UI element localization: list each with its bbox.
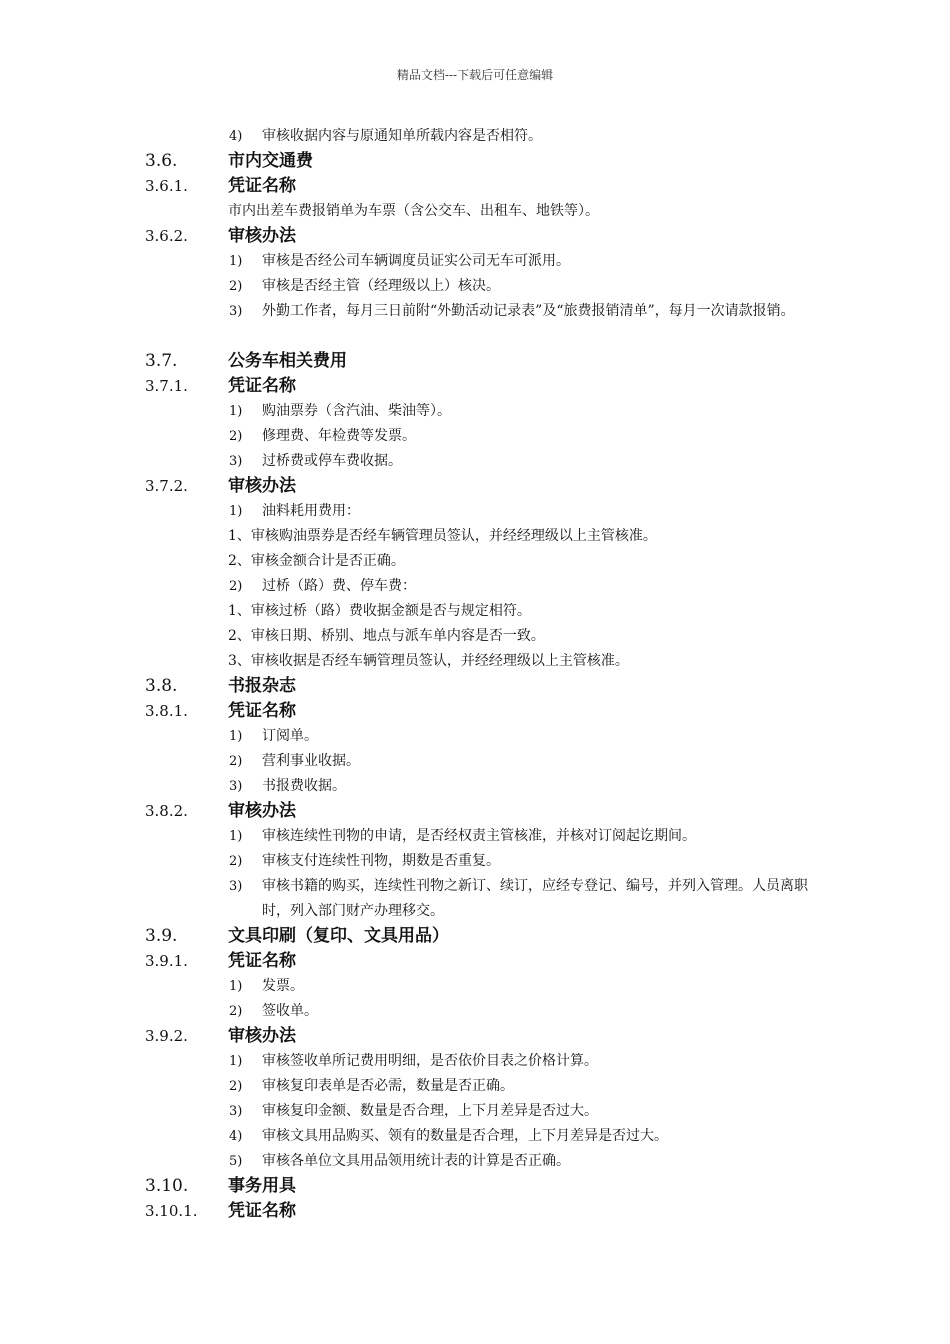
list-item [0,399,950,424]
paragraph [0,599,950,624]
heading-number: 3.10.1. [145,1202,198,1220]
heading-number: 3.6. [145,151,178,171]
list-marker: 1) [229,979,243,994]
list-item-text: 审核支付连续性刊物，期数是否重复。 [262,853,500,869]
section-heading [0,149,950,174]
list-marker: 2) [229,279,243,294]
paragraph [0,524,950,549]
subsection-heading [0,174,950,199]
heading-title: 审核办法 [228,476,296,496]
paragraph [0,649,950,674]
heading-title: 凭证名称 [228,176,296,196]
list-item [0,824,950,849]
paragraph [0,199,950,224]
list-marker: 3) [229,304,243,319]
list-marker: 2) [229,754,243,769]
heading-number: 3.9.2. [145,1027,188,1045]
list-item-text: 审核连续性刊物的申请，是否经权责主管核准，并核对订阅起讫期间。 [262,828,696,844]
list-item [0,574,950,599]
list-item-text: 审核签收单所记费用明细，是否依价目表之价格计算。 [262,1053,598,1069]
list-item [0,1049,950,1074]
list-marker: 1) [229,729,243,744]
paragraph [0,549,950,574]
list-item-text: 审核文具用品购买、领有的数量是否合理，上下月差异是否过大。 [262,1128,668,1144]
subsection-heading [0,374,950,399]
list-item-text: 过桥费或停车费收据。 [262,453,402,469]
heading-number: 3.7. [145,351,178,371]
list-item [0,874,950,924]
paragraph-text: 1、审核购油票券是否经车辆管理员签认，并经经理级以上主管核准。 [228,528,657,544]
section-heading [0,1174,950,1199]
heading-title: 文具印刷（复印、文具用品） [228,926,449,946]
list-marker: 4) [229,1129,243,1144]
list-marker: 3) [229,779,243,794]
list-marker: 1) [229,504,243,519]
list-marker: 2) [229,579,243,594]
list-item-text: 审核书籍的购买，连续性刊物之新订、续订，应经专登记、编号，并列入管理。人员离职时，列入部门财产办理移交。 [262,878,808,919]
list-item-text: 审核是否经公司车辆调度员证实公司无车可派用。 [262,253,570,269]
paragraph-text: 市内出差车费报销单为车票（含公交车、出租车、地铁等）。 [228,203,599,219]
paragraph [0,624,950,649]
list-item [0,424,950,449]
list-item [0,724,950,749]
list-item [0,974,950,999]
list-item [0,249,950,274]
section-heading [0,924,950,949]
heading-title: 公务车相关费用 [228,351,347,371]
subsection-heading [0,224,950,249]
subsection-heading [0,799,950,824]
heading-title: 凭证名称 [228,701,296,721]
list-item-text: 外勤工作者，每月三日前附“外勤活动记录表”及“旅费报销清单”，每月一次请款报销。 [262,303,795,319]
paragraph-text: 2、审核日期、桥别、地点与派车单内容是否一致。 [228,628,545,644]
list-item-text: 过桥（路）费、停车费： [262,578,416,594]
heading-number: 3.7.1. [145,377,188,395]
list-marker: 3) [229,454,243,469]
list-item-text: 审核复印表单是否必需，数量是否正确。 [262,1078,514,1094]
heading-title: 凭证名称 [228,376,296,396]
subsection-heading [0,474,950,499]
list-item-text: 审核收据内容与原通知单所载内容是否相符。 [262,128,542,144]
section-heading [0,349,950,374]
list-item-text: 油料耗用费用： [262,503,360,519]
list-marker: 2) [229,854,243,869]
heading-number: 3.9.1. [145,952,188,970]
list-item [0,774,950,799]
list-item [0,274,950,299]
list-item-text: 审核复印金额、数量是否合理，上下月差异是否过大。 [262,1103,598,1119]
list-item [0,499,950,524]
paragraph-text: 2、审核金额合计是否正确。 [228,553,405,569]
section-heading [0,674,950,699]
heading-number: 3.8.2. [145,802,188,820]
list-item-text: 发票。 [262,978,304,994]
list-marker: 1) [229,1054,243,1069]
list-item [0,1099,950,1124]
heading-title: 事务用具 [228,1176,296,1196]
list-marker: 4) [229,129,243,144]
heading-number: 3.9. [145,926,178,946]
list-item [0,1074,950,1099]
heading-title: 市内交通费 [228,151,313,171]
list-item [0,449,950,474]
heading-number: 3.10. [145,1176,189,1196]
list-marker: 2) [229,1079,243,1094]
list-marker: 3) [229,879,243,894]
list-item-text: 书报费收据。 [262,778,346,794]
list-item-text: 审核是否经主管（经理级以上）核决。 [262,278,500,294]
page-header: 精品文档---下载后可任意编辑 [396,68,554,82]
list-item-text: 审核各单位文具用品领用统计表的计算是否正确。 [262,1153,570,1169]
list-item [0,1149,950,1174]
list-item [0,849,950,874]
list-marker: 1) [229,404,243,419]
list-marker: 2) [229,429,243,444]
heading-title: 审核办法 [228,226,296,246]
list-item-text: 修理费、年检费等发票。 [262,428,416,444]
heading-number: 3.6.1. [145,177,188,195]
list-item [0,999,950,1024]
list-marker: 2) [229,1004,243,1019]
list-item [0,749,950,774]
list-item [0,1124,950,1149]
heading-title: 凭证名称 [228,1201,296,1221]
subsection-heading [0,949,950,974]
list-marker: 1) [229,829,243,844]
heading-number: 3.7.2. [145,477,188,495]
document-body [0,124,950,1224]
heading-number: 3.8. [145,676,178,696]
list-item-text: 订阅单。 [262,728,318,744]
heading-title: 书报杂志 [228,676,296,696]
subsection-heading [0,1199,950,1224]
paragraph-text: 1、审核过桥（路）费收据金额是否与规定相符。 [228,603,531,619]
list-item [0,299,950,349]
list-item [0,124,950,149]
subsection-heading [0,1024,950,1049]
heading-number: 3.6.2. [145,227,188,245]
subsection-heading [0,699,950,724]
list-marker: 5) [229,1154,243,1169]
heading-title: 审核办法 [228,801,296,821]
heading-title: 审核办法 [228,1026,296,1046]
heading-number: 3.8.1. [145,702,188,720]
list-marker: 1) [229,254,243,269]
list-item-text: 营利事业收据。 [262,753,360,769]
list-item-text: 签收单。 [262,1003,318,1019]
paragraph-text: 3、审核收据是否经车辆管理员签认，并经经理级以上主管核准。 [228,653,629,669]
list-marker: 3) [229,1104,243,1119]
list-item-text: 购油票券（含汽油、柴油等）。 [262,403,451,419]
heading-title: 凭证名称 [228,951,296,971]
